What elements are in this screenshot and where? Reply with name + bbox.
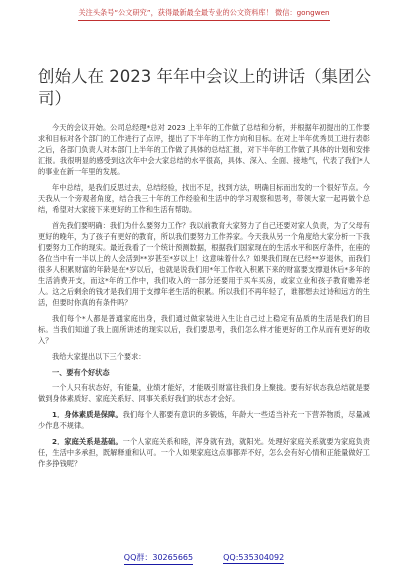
point-label: 2．家庭关系是基础。 [52,437,123,446]
body-paragraph: 我们每个*人都是普通家庭出身，我们通过做家装进入生让自己过上稳定有品质的生活是我们的目标。当我们知道了我上面所讲述的现实以后，我们要思考，我们怎么样才能更好的工作从而有更好的收入？ [38,314,370,345]
body-paragraph: 首先我们要明确：我们为什么要努力工作？我以前教育大家努力了自己还要对家人负责，为了父母有更好的晚年，为了孩子有更好的教育，所以我们要努力工作养家。今天我从另一个角度给大家分析一下我们要努力工作的现实。最近我看了一个统计预测数据，根据我们国家现在的生活水平和医疗条件，在座的各位当中有一半以上的人会活到**岁甚至*岁以上！这意味着什么？如果我们现在已经**岁退休，而我们很多人积累财富的年龄是在*岁以后，也就是说我们用*年工作收入积累下来的财富要支撑退休后*多年的生活消费开支，而这*年的工作中，我们收入的一部分还要用于买车买房，或家立业和孩子教育赡养老人。这之后剩余的钱才是我们用于支撑年老生活的积累。所以我们不再年轻了，谁都想去过诗和远方的生活，但要时你真的有条件吗？ [38,221,370,307]
point-paragraph [38,436,370,469]
section-paragraph: 一个人只有状态好，有能量，业绩才能好，才能吸引财富往我们身上聚拢。要有好状态我总结就是要做到身体素质好、家庭关系好、同事关系好我们的状态才会好。 [38,383,370,403]
point-text: 我们每个人都要有意识的多锻炼，年龄大一些适当补充一下营养物质，尽量减少作息不规律。 [38,410,370,430]
bottom-footer [0,548,408,568]
point-label: 1．身体素质是保障。 [52,410,123,419]
body-paragraph: 年中总结，是我们反思过去，总结经验，找出不足，找到方法，明确目标而出发的一个很好节点。今天我从一个旁观者角度，结合我三十年的工作经验和生活中的学习观察和思考，带领大家一起再做个总结，希望对大家接下来更好的工作和生活有帮助。 [38,183,370,214]
document-title: 创始人在 2023 年年中会议上的讲话（集团公司） [38,67,371,108]
qq-text: QQ:535304092 [223,552,285,562]
point-text: 一个人家庭关系和睦，浑身就有劲，就阳光。处理好家庭关系就要为家庭负责任，生活中多承担，既解释重和认可。一个人如果家庭这点事都弄不好，怎么会有好心情和正能量做好工作多挣钱呢？ [38,437,370,468]
banner-text: 关注头条号“公文研究”，获得最新最全最专业的公文资料库！ 微信：gongwen [78,8,329,21]
section-heading: 一、要有个好状态 [52,368,110,377]
top-banner [0,0,408,28]
point-paragraph [38,409,370,431]
qq-group-text: QQ群：30265665 [124,552,193,565]
body-paragraph: 今天的会议开始。公司总经理*总对 2023 上半年的工作做了总结和分析，并根据年初提出的工作要求和目标对各个部门的工作进行了点评，提出了下半年的工作方向和目标。在对上半年优秀员工进行表彰之后，各部门负责人对本部门上半年的工作做了具体的总结汇报，对下半年的工作做了具体的计划和安排汇报。我很明显的感受到这次年中会大家总结的水平很高，具体、深入、全面、接地气，代表了我们*人的事业在新一年里的发展。 [38,123,370,176]
document-body [38,122,370,474]
body-paragraph: 我给大家提出以下三个要求： [52,352,146,361]
